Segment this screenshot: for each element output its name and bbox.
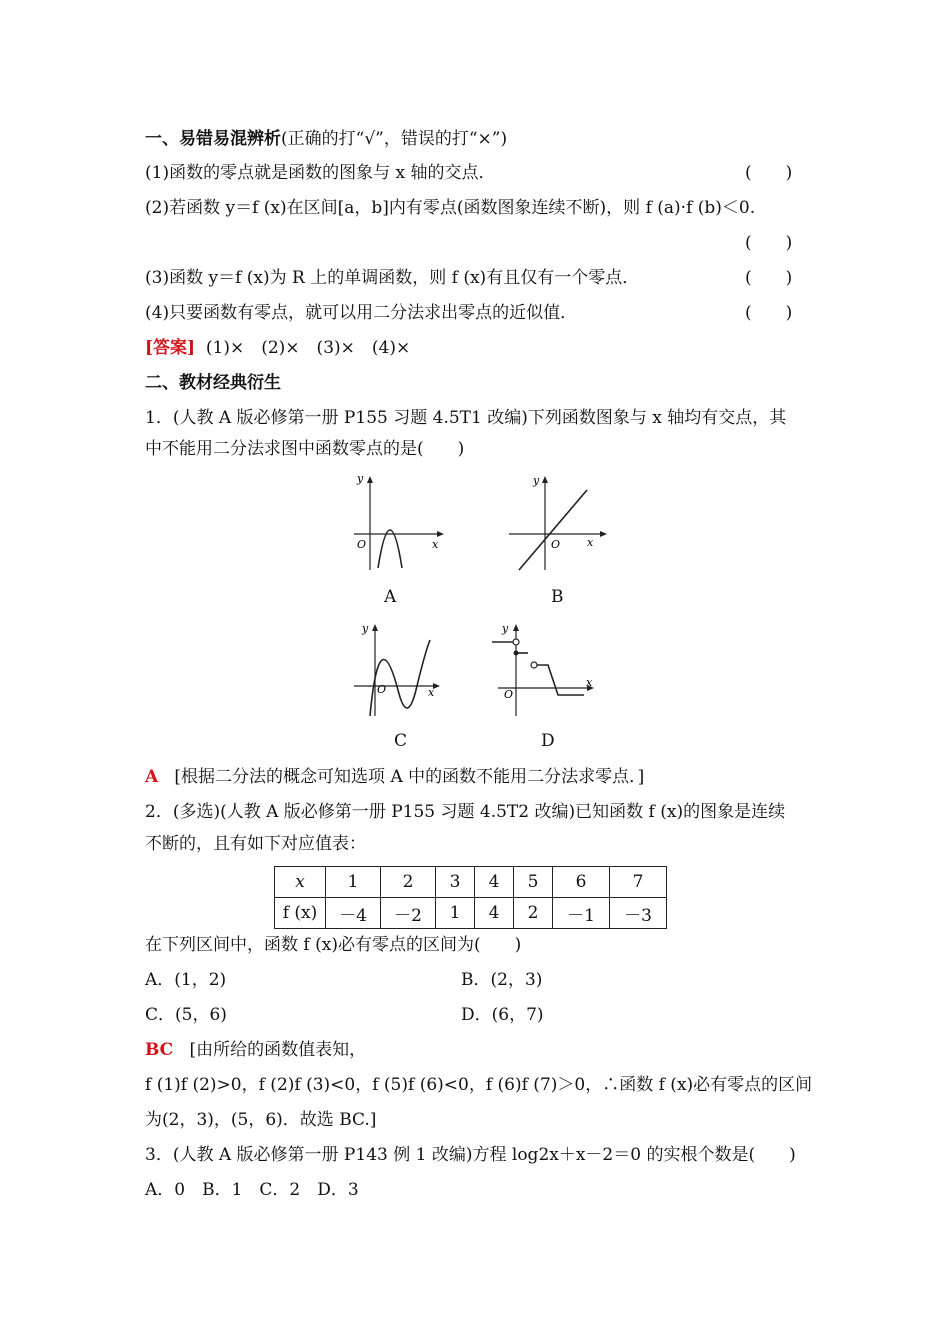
section1-heading: 一、易错易混辨析 (145, 129, 281, 149)
judge-item-2: (2)若函数 y＝f (x)在区间[a，b]内有零点(函数图象连续不断)，则 f (a)·f (b)＜0. (145, 198, 756, 218)
q2-line2: 不断的，且有如下对应值表： (145, 834, 366, 854)
judge-blank-1: ( ) (745, 163, 793, 183)
table-cell: 2 (514, 898, 553, 929)
graph-a-x-label: x (432, 538, 439, 551)
q3-options: A．0 B．1 C．2 D．3 (145, 1180, 359, 1200)
graph-b (505, 472, 615, 577)
graph-d-seg3 (537, 665, 584, 695)
q2-answer-line1: [由所给的函数值表知， (189, 1040, 367, 1060)
value-table (274, 866, 667, 929)
q1-answer (145, 766, 644, 788)
q2-option-a: A．(1，2) (145, 970, 227, 990)
graph-d-origin: O (504, 688, 514, 701)
q2-option-c: C．(5，6) (145, 1005, 227, 1025)
graph-a-y-arrow (367, 476, 373, 483)
graph-c-curve (370, 640, 430, 716)
graph-b-y-arrow (542, 476, 548, 483)
q2-line1: 2．(多选)(人教 A 版必修第一册 P155 习题 4.5T2 改编)已知函数 f (x)的图象是连续 (145, 802, 786, 822)
table-header-x: x (275, 867, 326, 898)
answer-text: (1)× (2)× (3)× (4)× (205, 338, 411, 358)
graph-d-open-point-1 (513, 639, 519, 645)
graph-a-origin: O (357, 538, 367, 551)
graph-d-y-arrow (513, 624, 519, 631)
answer-tag: [答案] (145, 338, 196, 358)
q2-answer-line2: f (1)f (2)>0，f (2)f (3)<0，f (5)f (6)<0，f (6)f (7)＞0，∴函数 f (x)必有零点的区间 (145, 1075, 813, 1095)
table-cell: 4 (475, 898, 514, 929)
table-cell: －4 (326, 898, 381, 929)
graph-b-y-label: y (533, 474, 540, 487)
graph-label-b: B (551, 587, 564, 607)
graph-c (350, 620, 450, 720)
graph-label-d: D (541, 731, 555, 751)
table-cell: 3 (436, 867, 475, 898)
table-cell: 5 (514, 867, 553, 898)
judge-blank-2: ( ) (745, 233, 793, 253)
graph-b-origin: O (551, 538, 561, 551)
graph-b-line (519, 490, 587, 570)
q2-answer-line3: 为(2，3)，(5，6)．故选 BC.] (145, 1110, 377, 1130)
graph-a-curve (378, 530, 402, 568)
graph-d-x-label: x (586, 676, 593, 689)
table-row-x (275, 867, 667, 898)
graph-a-y-label: y (357, 472, 364, 485)
table-header-fx: f (x) (275, 898, 326, 929)
table-cell: 4 (475, 867, 514, 898)
table-row-fx (275, 898, 667, 929)
graph-d-closed-point (514, 651, 519, 656)
graph-c-y-arrow (372, 624, 378, 631)
table-cell: 7 (610, 867, 667, 898)
q2-line3: 在下列区间中，函数 f (x)必有零点的区间为( ) (145, 935, 522, 955)
section1-answer (145, 337, 410, 359)
table-cell: －2 (381, 898, 436, 929)
graph-c-x-label: x (428, 686, 435, 699)
graph-label-a: A (384, 587, 397, 607)
q2-answer-tag: BC (145, 1040, 174, 1060)
q1-line1: 1．(人教 A 版必修第一册 P155 习题 4.5T1 改编)下列函数图象与 x 轴均有交点，其 (145, 408, 787, 428)
q1-answer-tag: A (145, 767, 159, 787)
graph-a-x-arrow (437, 531, 444, 537)
graph-d-open-point-2 (531, 662, 537, 668)
section2-heading: 二、教材经典衍生 (145, 373, 281, 393)
q2-option-d: D．(6，7) (461, 1005, 544, 1025)
judge-item-3: (3)函数 y＝f (x)为 R 上的单调函数，则 f (x)有且仅有一个零点． (145, 268, 640, 288)
graph-b-x-arrow (600, 531, 607, 537)
judge-blank-4: ( ) (745, 303, 793, 323)
graph-c-y-label: y (362, 622, 369, 635)
table-cell: 6 (553, 867, 610, 898)
q3-line1: 3．(人教 A 版必修第一册 P143 例 1 改编)方程 log2x＋x－2＝0 的实根个数是( ) (145, 1145, 796, 1165)
section1-heading-note: (正确的打“√”，错误的打“×”) (281, 129, 508, 149)
judge-item-4: (4)只要函数有零点，就可以用二分法求出零点的近似值． (145, 303, 578, 323)
table-cell: 2 (381, 867, 436, 898)
q2-option-b: B．(2，3) (461, 970, 543, 990)
table-cell: 1 (326, 867, 381, 898)
q1-line2: 中不能用二分法求图中函数零点的是( ) (145, 439, 465, 459)
graph-a (340, 472, 450, 577)
table-cell: －1 (553, 898, 610, 929)
graph-b-x-label: x (587, 536, 594, 549)
graph-label-c: C (394, 731, 408, 751)
table-cell: －3 (610, 898, 667, 929)
table-cell: 1 (436, 898, 475, 929)
q1-answer-text: [根据二分法的概念可知选项 A 中的函数不能用二分法求零点．] (174, 767, 645, 787)
graph-c-origin: O (377, 683, 387, 696)
graph-d-y-label: y (502, 622, 509, 635)
judge-blank-3: ( ) (745, 268, 793, 288)
graph-d (488, 620, 600, 720)
section1-heading-line (145, 128, 507, 150)
judge-item-1: (1)函数的零点就是函数的图象与 x 轴的交点． (145, 163, 496, 183)
q2-answer (145, 1039, 366, 1061)
